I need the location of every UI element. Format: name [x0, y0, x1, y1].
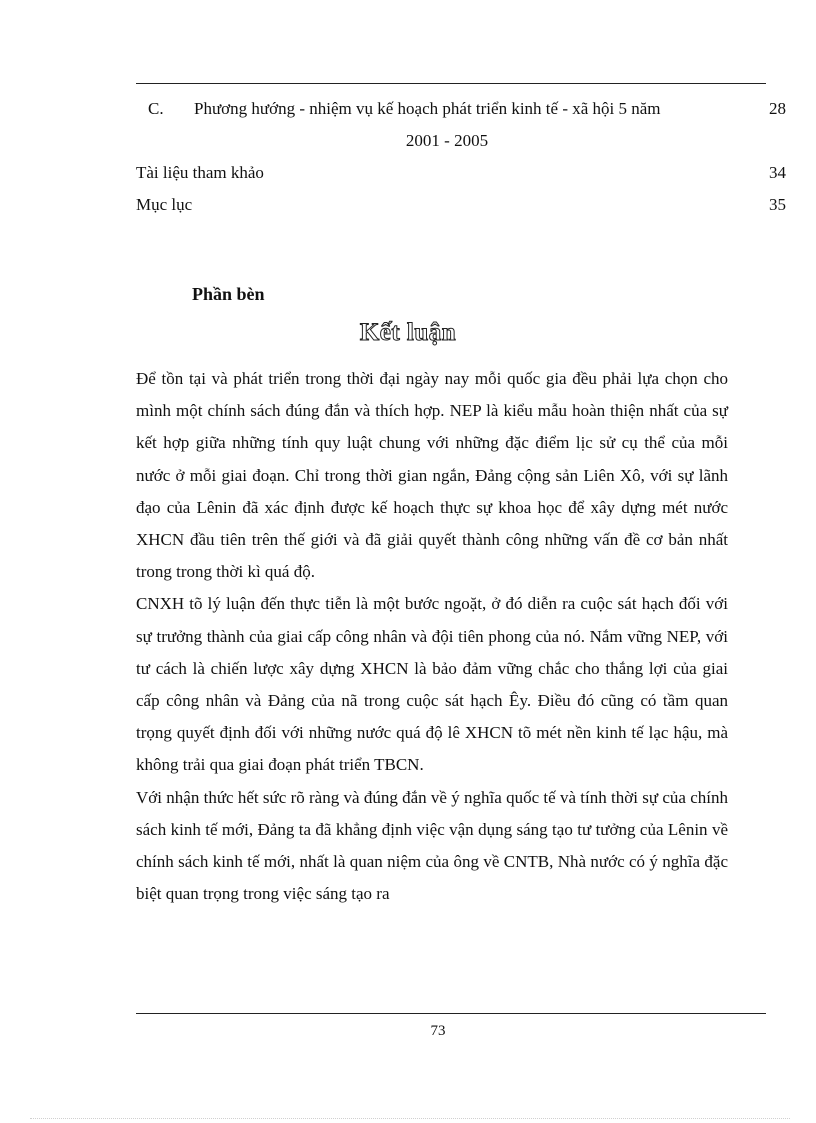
toc-item-c-letter: C. — [148, 99, 164, 118]
paragraph-1: Để tồn tại và phát triển trong thời đại ngày nay mỗi quốc gia đều phải lựa chọn cho mình một chính sách đúng đắn và thích hợp. NEP là kiểu mẫu hoàn thiện nhất của sự kết hợp giữa những tính quy luật chung với những đặc điểm lịc sử cụ thể của mỗi nước ở mỗi giai đoạn. Chỉ trong thời gian ngắn, Đảng cộng sản Liên Xô, với sự lãnh đạo của Lênin đã xác định được kế hoạch thực sự khoa học để xây dựng mét nước XHCN đầu tiên trên thế giới và đã giải quyết thành công những vấn đề cơ bản nhất trong trong thời kì quá độ. — [136, 369, 728, 582]
header-rule — [136, 83, 766, 84]
paragraph-2: CNXH tõ lý luận đến thực tiễn là một bước ngoặt, ở đó diễn ra cuộc sát hạch đối với sự trưởng thành của giai cấp công nhân và đội tiên phong của nó. Nắm vững NEP, với tư cách là chiến lược xây dựng XHCN là bảo đảm vững chắc cho thắng lợi của giai cấp công nhân và Đảng của nã trong cuộc sát hạch Êy. Điều đó cũng có tầm quan trọng quyết định đối với những nước quá độ lê XHCN tõ mét nền kinh tế lạc hậu, mà không trải qua giai đoạn phát triển TBCN. — [136, 594, 728, 775]
footer-rule — [136, 1013, 766, 1014]
toc-item-c-text: Phương hướng - nhiệm vụ kế hoạch phát triển kinh tế - xã hội 5 năm — [194, 99, 661, 118]
toc-contents-label: Mục lục — [136, 195, 193, 214]
body-text — [136, 363, 728, 910]
toc-contents-page: 35 — [769, 195, 786, 214]
section-title: Kết luận — [359, 319, 457, 346]
toc-item-c-page: 28 — [769, 99, 786, 118]
toc-item-c-years: 2001 - 2005 — [405, 131, 489, 150]
section-heading: Phần bèn — [192, 284, 265, 304]
page-number: 73 — [430, 1023, 446, 1039]
page-edge — [30, 1118, 790, 1119]
paragraph-3: Với nhận thức hết sức rõ ràng và đúng đắn về ý nghĩa quốc tế và tính thời sự của chính sách kinh tế mới, Đảng ta đã khẳng định việc vận dụng sáng tạo tư tưởng của Lênin về chính sách kinh tế mới, nhất là quan niệm của ông về CNTB, Nhà nước có ý nghĩa đặc biệt quan trọng trong việc sáng tạo ra — [136, 787, 728, 904]
toc-references-label: Tài liệu tham khảo — [136, 163, 264, 182]
toc-references-page: 34 — [769, 163, 786, 182]
